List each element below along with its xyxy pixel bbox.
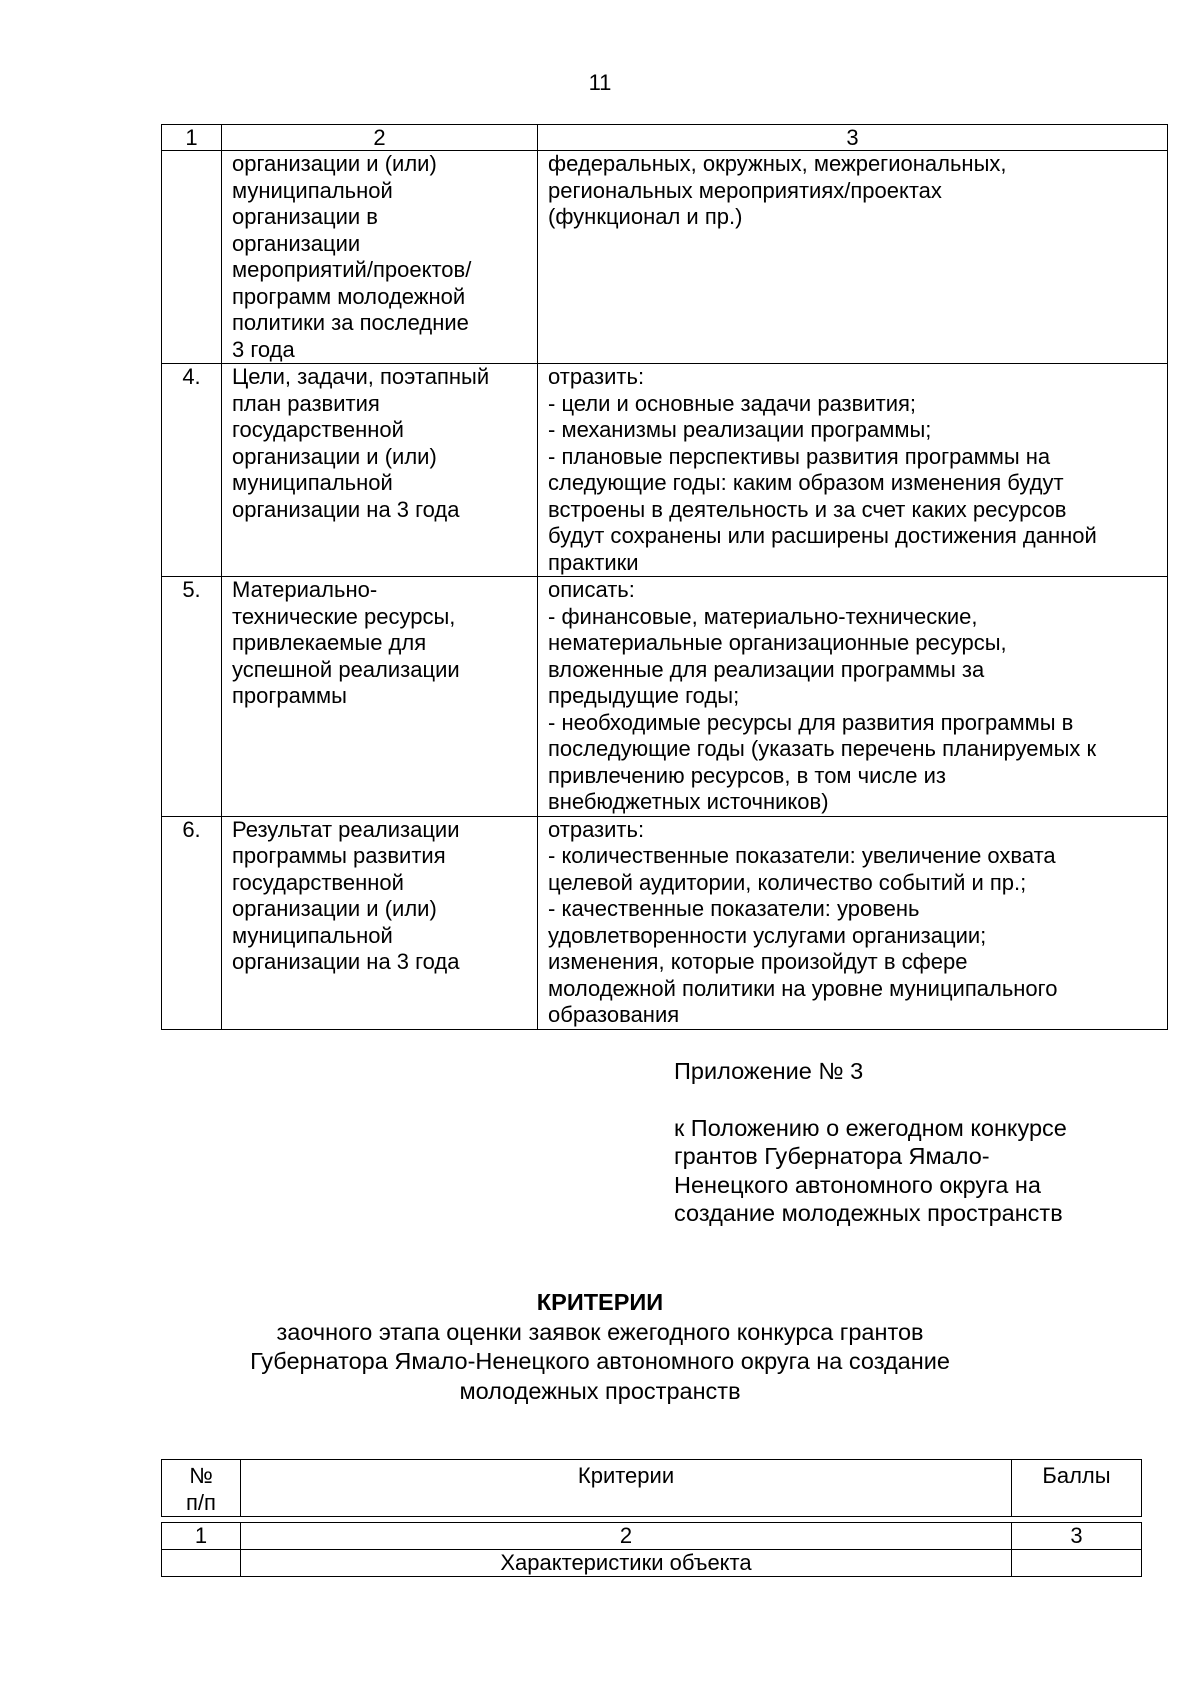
text-line: организации на 3 года: [232, 949, 460, 974]
text-line: практики: [548, 549, 639, 575]
text-line: нематериальные организационные ресурсы,: [548, 630, 1007, 655]
text-line: отразить:: [548, 816, 645, 842]
text-line: привлечению ресурсов, в том числе из: [548, 762, 946, 788]
text-line: изменения, которые произойдут в сфере: [548, 949, 968, 974]
section-name-cell: [222, 151, 538, 364]
text-line: - механизмы реализации программы;: [548, 417, 932, 442]
section-name-cell: [222, 364, 538, 577]
section-name-cell: [222, 816, 538, 1029]
text-line: мероприятий/проектов/: [232, 257, 472, 282]
text-line: муниципальной: [232, 470, 393, 495]
text-line: организации: [232, 230, 361, 256]
text-line: удовлетворенности услугами организации;: [548, 922, 987, 948]
text-line: молодежной политики на уровне муниципального: [548, 975, 1058, 1001]
text-line: организации и (или): [232, 151, 437, 176]
section-content-cell: [538, 364, 1168, 577]
criteria-column-number-2: 2: [241, 1523, 1012, 1550]
text-line: грантов Губернатора Ямало-: [674, 1143, 990, 1169]
criteria-heading: [0, 1288, 1200, 1406]
text-line: - качественные показатели: уровень: [548, 896, 920, 921]
criteria-name-header: Критерии: [241, 1460, 1012, 1517]
column-number-2: 2: [222, 125, 538, 151]
section-content-cell: [538, 151, 1168, 364]
criteria-body-table: [161, 1522, 1142, 1577]
text-line: - количественные показатели: увеличение охвата: [548, 843, 1056, 868]
text-line: организации в: [232, 204, 378, 229]
text-line: будут сохранены или расширены достижения данной: [548, 523, 1097, 548]
table-row: [162, 816, 1168, 1029]
criteria-points-header: Баллы: [1012, 1460, 1142, 1517]
text-line: №: [189, 1463, 213, 1488]
text-line: организации и (или): [232, 443, 437, 469]
text-line: Материально-: [232, 577, 378, 602]
text-line: предыдущие годы;: [548, 683, 740, 708]
criteria-column-number-3: 3: [1012, 1523, 1142, 1550]
section-content-cell: [538, 816, 1168, 1029]
criteria-section-title: Характеристики объекта: [241, 1550, 1012, 1577]
row-number: 5.: [162, 577, 222, 817]
text-line: муниципальной: [232, 922, 393, 948]
text-line: организации на 3 года: [232, 496, 460, 522]
text-line: технические ресурсы,: [232, 603, 456, 629]
text-line: Губернатора Ямало-Ненецкого автономного округа на создание: [250, 1348, 950, 1374]
text-line: региональных мероприятиях/проектах: [548, 177, 942, 203]
row-number: [162, 151, 222, 364]
text-line: Ненецкого автономного округа на: [674, 1171, 1041, 1198]
criteria-header-row: [162, 1460, 1142, 1517]
text-line: Результат реализации: [232, 816, 460, 842]
text-line: программ молодежной: [232, 283, 466, 309]
criteria-section-empty-cell: [162, 1550, 241, 1577]
criteria-subtitle: [0, 1318, 1200, 1407]
text-line: муниципальной: [232, 177, 393, 203]
text-line: организации и (или): [232, 896, 437, 921]
criteria-numbering-row: [162, 1523, 1142, 1550]
text-line: внебюджетных источников): [548, 789, 829, 814]
page-number: 11: [588, 70, 612, 95]
table-row: [162, 151, 1168, 364]
text-line: - финансовые, материально-технические,: [548, 603, 978, 629]
text-line: встроены в деятельность и за счет каких ресурсов: [548, 496, 1067, 522]
criteria-title: КРИТЕРИИ: [536, 1289, 664, 1315]
column-number-3: 3: [538, 125, 1168, 151]
row-number: 4.: [162, 364, 222, 577]
criteria-column-number-1: 1: [162, 1523, 241, 1550]
text-line: п/п: [186, 1490, 216, 1515]
text-line: заочного этапа оценки заявок ежегодного конкурса грантов: [276, 1318, 924, 1345]
program-description-table: [161, 124, 1168, 1030]
table-row: [162, 364, 1168, 577]
text-line: - цели и основные задачи развития;: [548, 390, 917, 416]
table-header-row: [162, 125, 1168, 151]
row-number: 6.: [162, 816, 222, 1029]
criteria-number-header: [162, 1460, 241, 1517]
text-line: программы: [232, 683, 347, 708]
text-line: - необходимые ресурсы для развития программы в: [548, 709, 1074, 735]
text-line: образования: [548, 1002, 680, 1027]
section-content-cell: [538, 577, 1168, 817]
text-line: молодежных пространств: [459, 1377, 741, 1404]
text-line: (функционал и пр.): [548, 204, 743, 229]
text-line: вложенные для реализации программы за: [548, 656, 985, 682]
criteria-section-empty-cell: [1012, 1550, 1142, 1577]
text-line: привлекаемые для: [232, 630, 427, 655]
text-line: целевой аудитории, количество событий и пр.;: [548, 869, 1027, 895]
text-line: политики за последние: [232, 310, 469, 335]
section-name-cell: [222, 577, 538, 817]
column-number-1: 1: [162, 125, 222, 151]
text-line: государственной: [232, 869, 404, 895]
text-line: федеральных, окружных, межрегиональных,: [548, 151, 1007, 176]
text-line: к Положению о ежегодном конкурсе: [674, 1114, 1067, 1141]
text-line: успешной реализации: [232, 656, 460, 682]
text-line: последующие годы (указать перечень планируемых к: [548, 736, 1097, 761]
text-line: создание молодежных пространств: [674, 1200, 1063, 1226]
criteria-section-row: [162, 1550, 1142, 1577]
text-line: Цели, задачи, поэтапный: [232, 364, 490, 389]
appendix-block: [674, 1057, 1174, 1228]
text-line: - плановые перспективы развития программы на: [548, 443, 1051, 469]
table-row: [162, 577, 1168, 817]
appendix-title: Приложение № 3: [674, 1058, 864, 1084]
text-line: следующие годы: каким образом изменения будут: [548, 470, 1064, 495]
text-line: описать:: [548, 577, 635, 602]
text-line: государственной: [232, 417, 404, 442]
text-line: отразить:: [548, 364, 645, 389]
text-line: 3 года: [232, 336, 295, 362]
text-line: план развития: [232, 390, 380, 416]
text-line: программы развития: [232, 843, 446, 868]
criteria-header-table: [161, 1459, 1142, 1517]
appendix-reference: [674, 1114, 1174, 1228]
